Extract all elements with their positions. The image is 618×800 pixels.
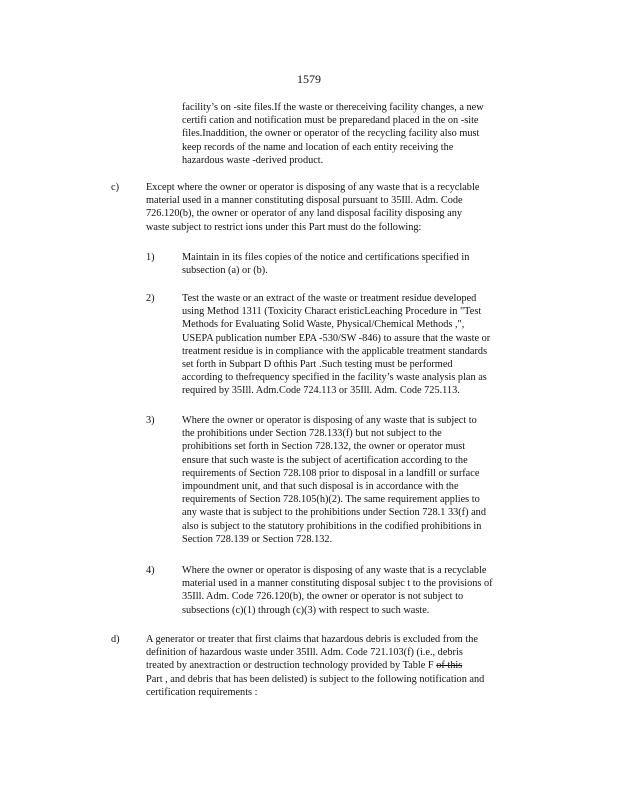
text-line: subsection (a) or (b). xyxy=(182,265,268,277)
text-line: files.Inaddition, the owner or operator of the recycling facility also must xyxy=(182,128,480,140)
text-line: A generator or treater that first claims that hazardous debris is excluded from the xyxy=(146,634,478,645)
text-line: also is subject to the statutory prohibitions in the codified prohibitions in xyxy=(182,520,482,532)
text-line: Methods for Evaluating Solid Waste, Physical/Chemical Methods ,", xyxy=(182,319,465,331)
text-segment: treated by anextraction or destruction technology provided by Table F xyxy=(146,660,434,672)
text-line: prohibitions set forth in Section 728.132, the owner or operator must xyxy=(182,441,466,453)
text-line: keep records of the name and location of each entity receiving the xyxy=(182,141,454,153)
text-line: Part , and debris that has been delisted) is subject to the following notification and xyxy=(146,673,485,685)
item-1-text xyxy=(182,251,531,277)
text-line: 726.120(b), the owner or operator of any land disposal facility disposing any xyxy=(146,208,462,220)
item-3-label: 3) xyxy=(146,415,155,426)
text-line-with-strike xyxy=(146,659,532,672)
text-line: certifi cation and notification must be preparedand placed in the on -site xyxy=(182,115,479,127)
text-line: using Method 1311 (Toxicity Charact eristicLeaching Procedure in "Test xyxy=(182,306,482,318)
text-line: material used in a manner constituting disposal subjec t to the provisions of xyxy=(182,578,493,590)
text-line: subsections (c)(1) through (c)(3) with respect to such waste. xyxy=(182,604,430,616)
item-4-label: 4) xyxy=(146,565,155,576)
text-line: material used in a manner constituting disposal pursuant to 35Ill. Adm. Code xyxy=(146,195,463,207)
struck-text: of this xyxy=(436,660,463,672)
text-line: Test the waste or an extract of the waste or treatment residue developed xyxy=(182,293,477,304)
item-1-label: 1) xyxy=(146,252,155,263)
text-line: Maintain in its files copies of the notice and certifications specified in xyxy=(182,252,470,263)
text-line: requirements of Section 728.105(h)(2). The same requirement applies to xyxy=(182,494,480,506)
text-line: ensure that such waste is the subject of acertification according to the xyxy=(182,454,468,466)
subsection-d-text xyxy=(146,633,532,699)
text-line: hazardous waste -derived product. xyxy=(182,154,324,166)
text-line: required by 35Ill. Adm.Code 724.113 or 35Ill. Adm. Code 725.113. xyxy=(182,385,460,397)
text-line: Where the owner or operator is disposing of any waste that is a recyclable xyxy=(182,565,487,576)
text-line: definition of hazardous waste under 35Ill. Adm. Code 721.103(f) (i.e., debris xyxy=(146,647,463,659)
text-line: treatment residue is in compliance with the applicable treatment standards xyxy=(182,345,488,357)
text-line: certification requirements : xyxy=(146,686,258,698)
text-line: according to thefrequency specified in the facility’s waste analysis plan as xyxy=(182,372,487,384)
item-2-label: 2) xyxy=(146,293,155,304)
text-line: Except where the owner or operator is disposing of any waste that is a recyclable xyxy=(146,182,480,193)
subsection-d-label: d) xyxy=(111,634,120,645)
text-line: any waste that is subject to the prohibitions under Section 728.1 33(f) and xyxy=(182,507,486,519)
intro-paragraph xyxy=(182,101,531,167)
text-line: Where the owner or operator is disposing of any waste that is subject to xyxy=(182,415,477,426)
text-line: USEPA publication number EPA -530/SW -846) to assure that the waste or xyxy=(182,332,491,344)
text-line: facility’s on -site files.If the waste or thereceiving facility changes, a new xyxy=(182,102,484,113)
text-line: Section 728.139 or Section 728.132. xyxy=(182,533,333,545)
text-line: impoundment unit, and that such disposal is in accordance with the xyxy=(182,481,459,493)
text-line: requirements of Section 728.108 prior to disposal in a landfill or surface xyxy=(182,467,480,479)
page-number: 1579 xyxy=(297,72,321,86)
text-line: waste subject to restrict ions under this Part must do the following: xyxy=(146,221,422,233)
subsection-c-label: c) xyxy=(111,182,119,193)
subsection-c-text xyxy=(146,181,530,234)
item-3-text xyxy=(182,414,531,546)
text-line: set forth in Subpart D ofthis Part .Such testing must be performed xyxy=(182,359,453,371)
item-4-text xyxy=(182,564,531,617)
text-line: the prohibitions under Section 728.133(f) but not subject to the xyxy=(182,428,442,440)
text-line: 35Ill. Adm. Code 726.120(b), the owner or operator is not subject to xyxy=(182,591,464,603)
item-2-text xyxy=(182,292,531,398)
